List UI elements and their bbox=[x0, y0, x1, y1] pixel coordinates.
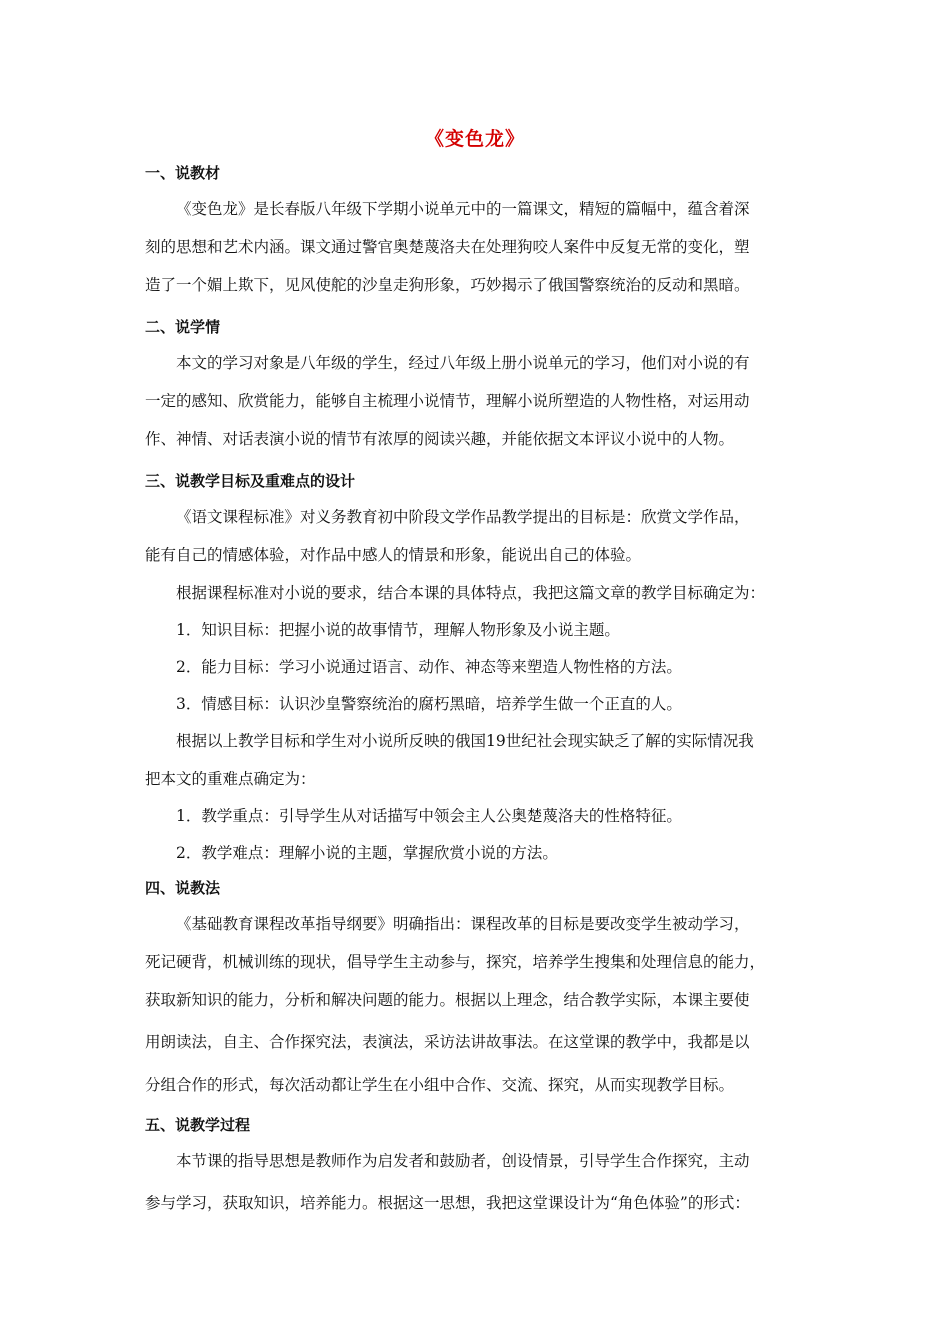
section-heading-1: 一、说教材 bbox=[145, 164, 221, 182]
paragraph-line: 根据以上教学目标和学生对小说所反映的俄国19世纪社会现实缺乏了解的实际情况我 bbox=[176, 732, 754, 750]
paragraph-line: 《基础教育课程改革指导纲要》明确指出：课程改革的目标是要改变学生被动学习， bbox=[176, 915, 750, 933]
list-item: 2．能力目标：学习小说通过语言、动作、神态等来塑造人物性格的方法。 bbox=[176, 658, 682, 676]
list-item: 3．情感目标：认识沙皇警察统治的腐朽黑暗，培养学生做一个正直的人。 bbox=[176, 695, 682, 713]
paragraph-line: 死记硬背，机械训练的现状，倡导学生主动参与，探究，培养学生搜集和处理信息的能力， bbox=[145, 953, 766, 971]
paragraph-line: 本节课的指导思想是教师作为启发者和鼓励者，创设情景，引导学生合作探究，主动 bbox=[176, 1152, 750, 1170]
paragraph-line: 分组合作的形式，每次活动都让学生在小组中合作、交流、探究，从而实现教学目标。 bbox=[145, 1076, 735, 1094]
paragraph-line: 把本文的重难点确定为： bbox=[145, 770, 316, 788]
paragraph-line: 一定的感知、欣赏能力，能够自主梳理小说情节，理解小说所塑造的人物性格，对运用动 bbox=[145, 392, 750, 410]
document-title: 《变色龙》 bbox=[424, 128, 525, 150]
section-heading-4: 四、说教法 bbox=[145, 879, 221, 897]
paragraph-line: 《变色龙》是长春版八年级下学期小说单元中的一篇课文，精短的篇幅中，蕴含着深 bbox=[176, 200, 750, 218]
paragraph-line: 根据课程标准对小说的要求，结合本课的具体特点，我把这篇文章的教学目标确定为： bbox=[176, 584, 766, 602]
section-heading-2: 二、说学情 bbox=[145, 318, 221, 336]
list-item: 1．教学重点：引导学生从对话描写中领会主人公奥楚蔑洛夫的性格特征。 bbox=[176, 807, 682, 825]
paragraph-line: 刻的思想和艺术内涵。课文通过警官奥楚蔑洛夫在处理狗咬人案件中反复无常的变化，塑 bbox=[145, 238, 750, 256]
paragraph-line: 作、神情、对话表演小说的情节有浓厚的阅读兴趣，并能依据文本评议小说中的人物。 bbox=[145, 430, 735, 448]
paragraph-line: 本文的学习对象是八年级的学生，经过八年级上册小说单元的学习，他们对小说的有 bbox=[176, 354, 750, 372]
paragraph-line: 能有自己的情感体验，对作品中感人的情景和形象，能说出自己的体验。 bbox=[145, 546, 642, 564]
section-heading-3: 三、说教学目标及重难点的设计 bbox=[145, 472, 356, 490]
list-item: 2．教学难点：理解小说的主题，掌握欣赏小说的方法。 bbox=[176, 844, 558, 862]
paragraph-line: 获取新知识的能力，分析和解决问题的能力。根据以上理念，结合教学实际，本课主要使 bbox=[145, 991, 750, 1009]
paragraph-line: 参与学习，获取知识，培养能力。根据这一思想，我把这堂课设计为“角色体验”的形式： bbox=[145, 1194, 750, 1212]
paragraph-line: 《语文课程标准》对义务教育初中阶段文学作品教学提出的目标是：欣赏文学作品， bbox=[176, 508, 750, 526]
section-heading-5: 五、说教学过程 bbox=[145, 1116, 251, 1134]
paragraph-line: 用朗读法，自主、合作探究法，表演法，采访法讲故事法。在这堂课的教学中，我都是以 bbox=[145, 1033, 750, 1051]
list-item: 1．知识目标：把握小说的故事情节，理解人物形象及小说主题。 bbox=[176, 621, 620, 639]
paragraph-line: 造了一个媚上欺下，见风使舵的沙皇走狗形象，巧妙揭示了俄国警察统治的反动和黑暗。 bbox=[145, 276, 750, 294]
